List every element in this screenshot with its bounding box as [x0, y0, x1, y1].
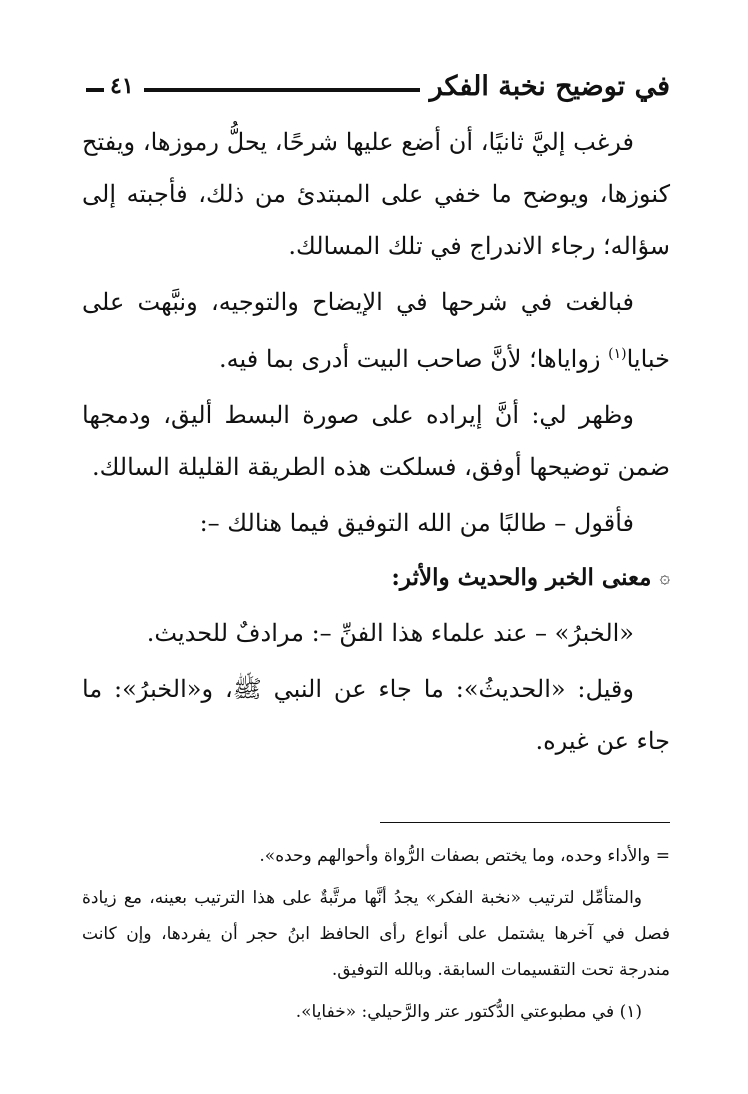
footnote-marker: (١): [608, 346, 627, 362]
section-heading: [82, 553, 670, 603]
footnote-paragraph: والمتأمِّل لترتيب «نخبة الفكر» يجدُ أنَّها مرتَّبةٌ على هذا الترتيب بعينه، مع زيادة فصل في آخرها يشتمل على أنواع رأى الحافظ ابنُ حجر أن يفردها، وإن كانت مندرجة تحت التقسيمات السابقة. وبالله التوفيق.: [82, 888, 670, 980]
main-text: [82, 116, 670, 771]
header-rule: [144, 88, 420, 92]
footnotes: [82, 838, 670, 1036]
header-title: في توضيح نخبة الفكر: [429, 70, 670, 102]
running-header: [86, 66, 670, 106]
footnote-1: (١) في مطبوعتي الدُّكتور عتر والرَّحيلي: «خفايا».: [295, 1002, 642, 1022]
paragraph-1: فرغب إليَّ ثانيًا، أن أضع عليها شرحًا، يحلُّ رموزها، ويفتح كنوزها، ويوضح ما خفي على المبتدئ من ذلك، فأجبته إلى سؤاله؛ رجاء الاندراج في تلك المسالك.: [82, 128, 670, 260]
footnote-separator: [380, 822, 670, 823]
paragraph-4: فأقول – طالبًا من الله التوفيق فيما هنالك –:: [199, 509, 634, 537]
paragraph-2: [82, 276, 670, 385]
page-number: ٤١: [110, 73, 134, 99]
paragraph-2-text: فبالغت في شرحها في الإيضاح والتوجيه، ونبَّهت على خبايا: [82, 288, 670, 373]
footnote-continuation: = والأداء وحده، وما يختص بصفات الرُّواة وأحوالهم وحده».: [259, 846, 670, 866]
paragraph-6: وقيل: «الحديثُ»: ما جاء عن النبي ﷺ، و«الخبرُ»: ما جاء عن غيره.: [82, 675, 670, 755]
paragraph-3: وظهر لي: أنَّ إيراده على صورة البسط أليق، ودمجها ضمن توضيحها أوفق، فسلكت هذه الطريقة القليلة السالك.: [82, 401, 670, 481]
paragraph-2-text-end: زواياها؛ لأنَّ صاحب البيت أدرى بما فيه.: [219, 345, 609, 373]
ornament-icon: ۞: [659, 567, 670, 588]
paragraph-5: «الخبرُ» – عند علماء هذا الفنِّ –: مرادفٌ للحديث.: [146, 619, 634, 647]
header-dash: [86, 88, 104, 92]
section-heading-text: معنى الخبر والحديث والأثر:: [391, 564, 652, 591]
